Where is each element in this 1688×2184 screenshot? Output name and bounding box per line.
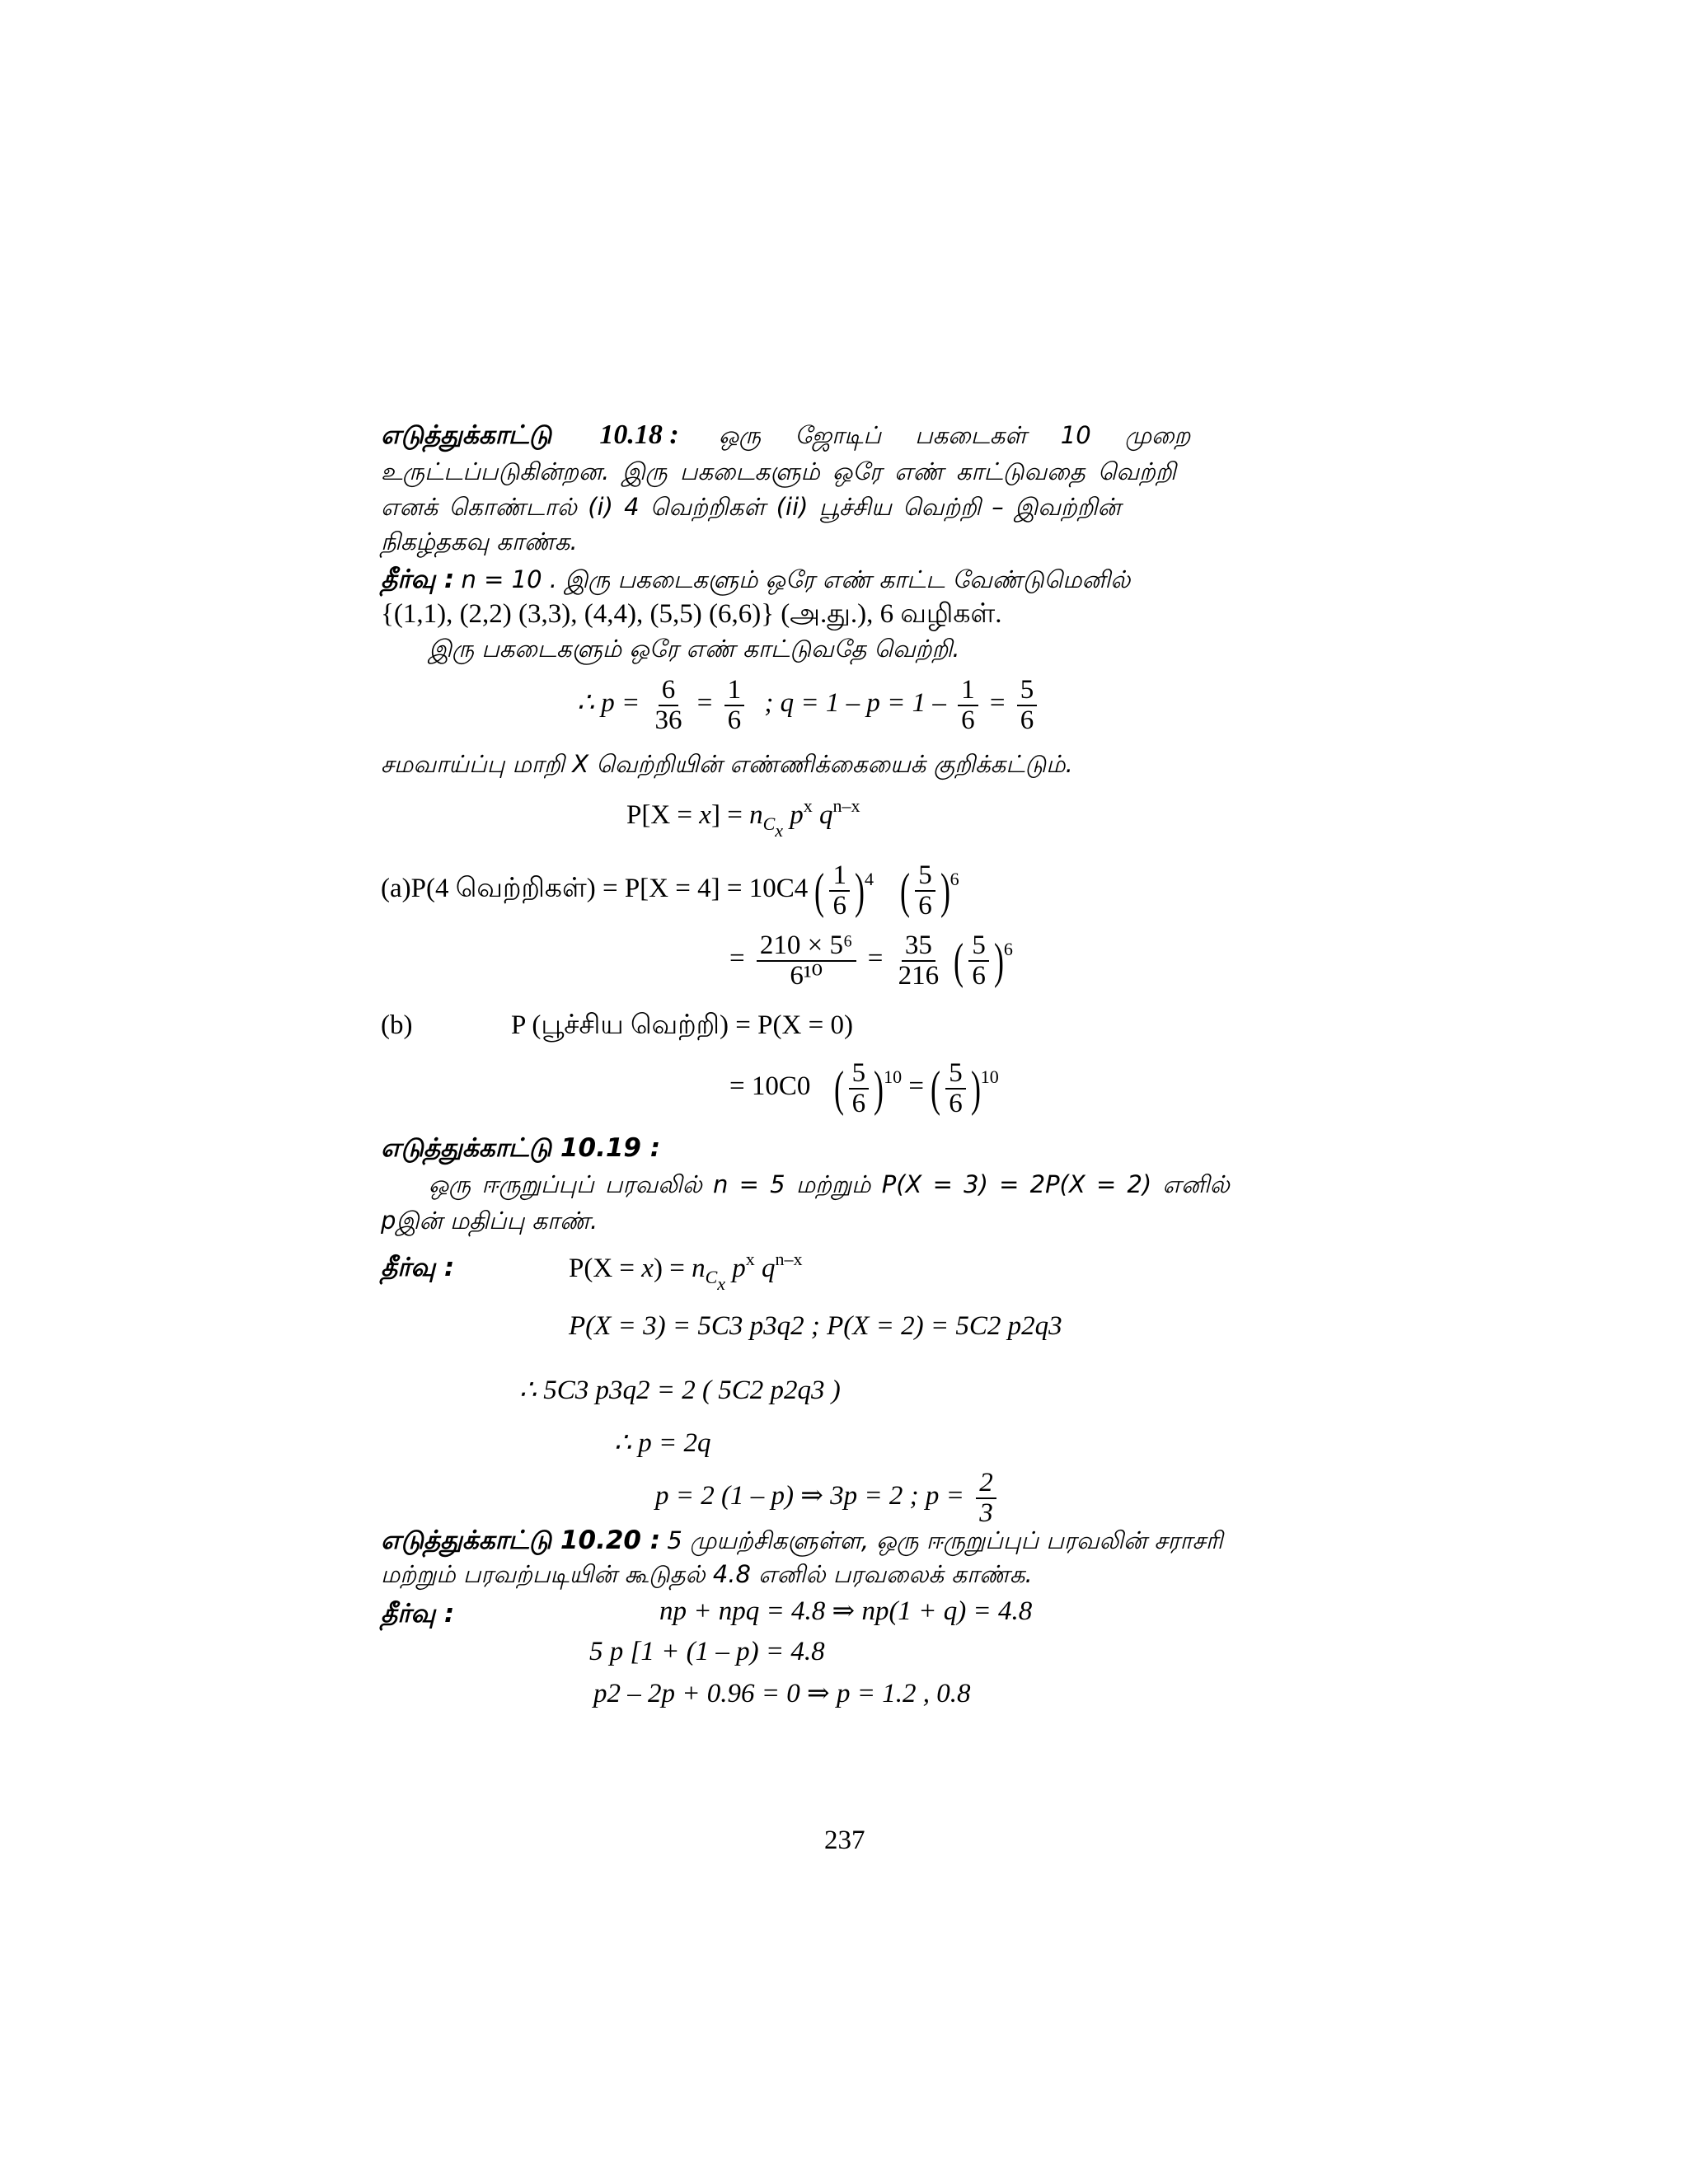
eq-mid: ; q = 1 – p = 1 – [764, 688, 946, 719]
ex18-heading-line [381, 419, 1190, 452]
ex18-part-b-step2: = 10C0 ( $\frac{5}{6}$ )$^{10}$ = ( $\frac{5}{6}$ )$^{10}$ [729, 1058, 999, 1118]
ex19-line2: pஇன் மதிப்பு காண். [381, 1207, 598, 1235]
ex18-heading: எடுத்துக்காட்டு [381, 420, 552, 450]
ex20-eq3: p2 – 2p + 0.96 = 0 ⇒ p = 1.2 , 0.8 [593, 1679, 971, 1708]
ex18-rv-line: சமவாய்ப்பு மாறி X வெற்றியின் எண்ணிக்கையைக் குறிக்கட்டும். [381, 750, 1073, 778]
page-number: 237 [824, 1825, 865, 1855]
ex18-solution-line3: இரு பகடைகளும் ஒரே எண் காட்டுவதே வெற்றி. [429, 635, 960, 663]
ex20-heading: எடுத்துக்காட்டு 10.20 : [381, 1526, 661, 1555]
part-a-label: (a)P(4 வெற்றிகள்) = P[X = 4] = 10C4 [381, 874, 809, 904]
ex19-eq3: ∴ 5C3 p3q2 = 2 ( 5C2 p2q3 ) [519, 1376, 841, 1405]
fraction: $\frac{6}{36}$ [654, 675, 682, 735]
ex20-line1: 5 முயற்சிகளுள்ள, ஒரு ஈருறுப்புப் பரவலின் சராசரி [667, 1526, 1223, 1554]
ex18-eq-p-q: ∴ p = $\frac{6}{36}$ = $\frac{1}{6}$ ; q = 1 – p = 1 – $\frac{1}{6}$ = $\frac{5}{6}$ [577, 676, 1042, 734]
fraction: $\frac{1}{6}$ [724, 676, 745, 734]
ex19-heading: எடுத்துக்காட்டு 10.19 : [381, 1133, 661, 1163]
ex18-line3: எனக் கொண்டால் (i) 4 வெற்றிகள் (ii) பூச்சிய வெற்றி – இவற்றின் [381, 493, 1121, 521]
ex18-number: 10.18 : [599, 419, 679, 450]
ex20-line2: மற்றும் பரவற்படியின் கூடுதல் 4.8 எனில் பரவலைக் காண்க. [381, 1560, 1033, 1588]
ex20-solution-label: தீர்வு : [381, 1599, 455, 1629]
ex18-line2: உருட்டப்படுகின்றன. இரு பகடைகளும் ஒரே எண் காட்டுவதை வெற்றி [381, 457, 1176, 485]
ex19-solution-label: தீர்வு : [381, 1253, 455, 1282]
ex19-line1: ஒரு ஈருறுப்புப் பரவலில் n = 5 மற்றும் P(X = 3) = 2P(X = 2) எனில் [429, 1170, 1230, 1198]
ex18-part-b-label: (b) [381, 1010, 413, 1040]
fraction: $\frac{5}{6}$ [1017, 676, 1038, 734]
ex19-eq4: ∴ p = 2q [614, 1428, 711, 1458]
ex18-line4: நிகழ்தகவு காண்க. [381, 527, 578, 555]
ex18-solution-label: தீர்வு : [381, 565, 455, 594]
ex18-part-a-step2: = $\frac{\text{210 × 5⁶}}{\text{6¹⁰}}$ = $\frac{35}{216}$ ( $\frac{5}{6}$ )$^6$ [729, 930, 1013, 991]
ex18-line1: ஒரு ஜோடிப் பகடைகள் 10 முறை [718, 421, 1191, 449]
ex20-heading-line [381, 1525, 1223, 1558]
fraction: $\frac{1}{6}$ [958, 676, 978, 734]
ex19-eq5: p = 2 (1 – p) ⇒ 3p = 2 ; p = $\frac{2}{3}$ [655, 1469, 1001, 1527]
ex20-eq2: 5 p [1 + (1 – p) = 4.8 [589, 1637, 825, 1666]
ex18-solution-text1: n = 10 . இரு பகடைகளும் ஒரே எண் காட்ட வேண்டுமெனில் [461, 565, 1131, 593]
ex18-solution-line2: {(1,1), (2,2) (3,3), (4,4), (5,5) (6,6)} (அ.து.), 6 வழிகள். [381, 599, 1002, 629]
ex18-pmf: $P[X = x] = n_{C_x}$ $p^x$ $q^{n-x}$ [626, 795, 860, 841]
ex18-part-a: (a)P(4 வெற்றிகள்) = P[X = 4] = 10C4 ( $\frac{1}{6}$ )$^4$ ( $\frac{5}{6}$ )$^6$ [381, 860, 959, 921]
ex18-part-b-expr: P (பூச்சிய வெற்றி) = P(X = 0) [511, 1010, 853, 1040]
ex19-eq1: $P(X = x) = n_{C_x}$ $p^x$ $q^{n-x}$ [569, 1249, 803, 1294]
ex19-eq2: P(X = 3) = 5C3 p3q2 ; P(X = 2) = 5C2 p2q3 [569, 1311, 1062, 1341]
eq-lead: ∴ p = [577, 688, 640, 719]
ex20-eq1: np + npq = 4.8 ⇒ np(1 + q) = 4.8 [659, 1596, 1033, 1626]
ex18-solution-line1 [381, 564, 1130, 597]
